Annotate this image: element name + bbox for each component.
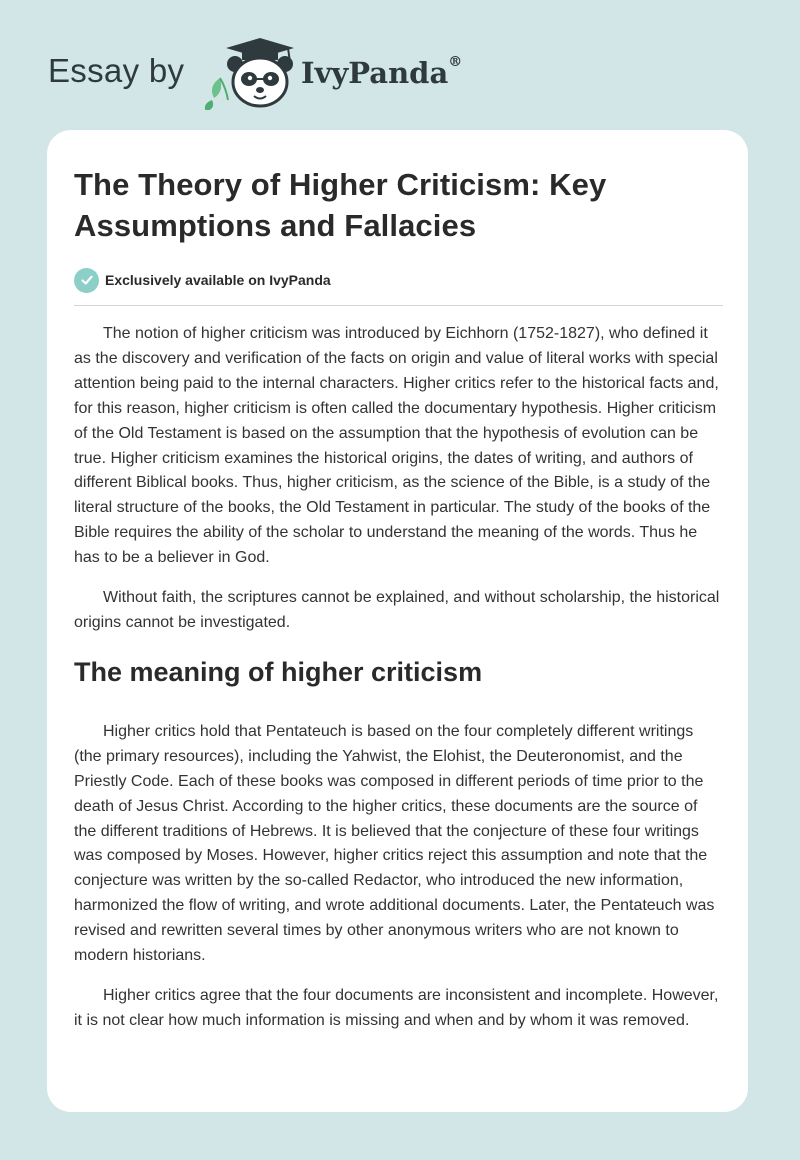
essay-by-label: Essay by	[48, 52, 185, 89]
exclusive-label: Exclusively available on IvyPanda	[105, 272, 331, 288]
brand-name[interactable]	[301, 56, 462, 90]
ivypanda-logo-icon[interactable]	[198, 34, 298, 110]
exclusive-badge	[74, 266, 724, 294]
paragraph: Without faith, the scriptures cannot be explained, and without scholarship, the historical origins cannot be investigated.	[74, 589, 720, 631]
essay-content	[74, 164, 724, 1034]
paragraph: The notion of higher criticism was introduced by Eichhorn (1752-1827), who defined it as the discovery and verification of the facts on origin and value of literal works with special attention being paid to the internal characters. Higher critics refer to the historical facts and, for this reason, higher criticism is often called the documentary hypothesis. Higher criticism of the Old Testament is based on the assumption that the hypothesis of evolution can be true. Higher criticism examines the historical origins, the dates of writing, and authors of different Biblical books. Thus, higher criticism, as the science of the Bible, is a study of the literal structure of the books, the Old Testament in particular. The study of the books of the Bible requires the ability of the scholar to understand the meaning of the words. Thus he has to be a believer in God.	[74, 325, 719, 567]
section-heading: The meaning of higher criticism	[74, 656, 483, 687]
divider	[74, 305, 723, 306]
registered-mark: ®	[448, 54, 463, 70]
site-header	[48, 34, 468, 114]
page-title: The Theory of Higher Criticism: Key Assumptions and Fallacies	[74, 167, 607, 243]
check-icon	[74, 268, 99, 293]
essay-card	[47, 130, 748, 1112]
paragraph: Higher critics hold that Pentateuch is based on the four completely different writings (the primary resources), including the Yahwist, the Elohist, the Deuteronomist, and the Priestly Code. Each of these books was composed in different periods of time prior to the death of Jesus Christ. According to the higher critics, these documents are the source of the different traditions of Hebrews. It is believed that the conjecture of these four writings was composed by Moses. However, higher critics reject this assumption and note that the conjecture was written by the so-called Redactor, who introduced the new information, harmonized the flow of writing, and wrote additional documents. Later, the Pentateuch was revised and rewritten several times by other anonymous writers who are not known to modern historians.	[74, 722, 715, 965]
paragraph: Higher critics agree that the four documents are inconsistent and incomplete. However, it is not clear how much information is missing and when and by whom it was removed.	[74, 986, 719, 1029]
brand-text: IvyPanda	[301, 56, 449, 90]
